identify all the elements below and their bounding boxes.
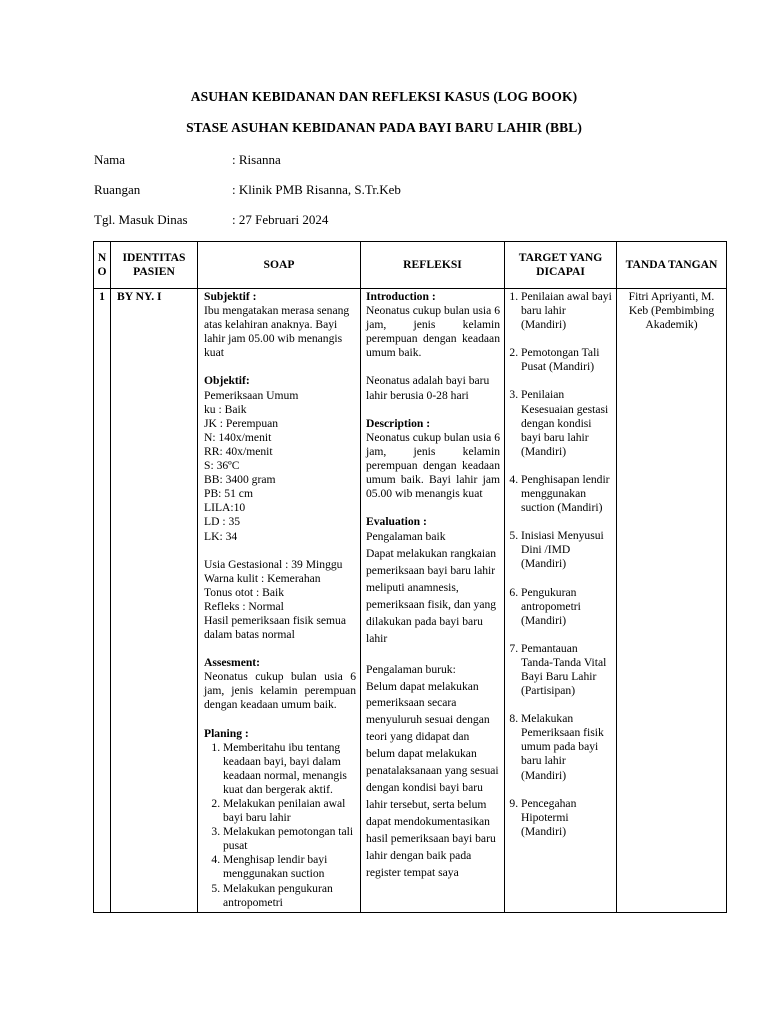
- nama-value: : Risanna: [232, 152, 281, 167]
- objektif-line: BB: 3400 gram: [204, 473, 276, 487]
- info-tgl-masuk: [94, 212, 694, 228]
- target-item: 7. Pemantauan Tanda-Tanda Vital Bayi Baru Lahir (Partisipan): [521, 642, 612, 698]
- objektif-line: LILA:10: [204, 501, 246, 515]
- evaluation-title: Evaluation :: [366, 515, 427, 529]
- table-row: [94, 289, 727, 913]
- planing-title: Planing :: [204, 726, 249, 740]
- info-ruangan: [94, 182, 694, 198]
- pengalaman-buruk-title: Pengalaman buruk:: [366, 662, 456, 676]
- target-item: 2. Pemotongan Tali Pusat (Mandiri): [521, 346, 612, 374]
- subjektif-text: Ibu mengatakan merasa senang atas kelahiran anaknya. Bayi lahir jam 05.00 wib menangis kuat: [204, 304, 350, 360]
- objektif-line: Refleks : Normal: [204, 599, 284, 613]
- table-header-row: [94, 242, 727, 289]
- assesment-title: Assesment:: [204, 656, 261, 670]
- objektif-line: JK : Perempuan: [204, 416, 279, 430]
- target-item: 6. Pengukuran antropometri (Mandiri): [521, 586, 612, 628]
- cell-identitas: BY NY. I: [111, 289, 198, 913]
- pengalaman-baik-text: Dapat melakukan rangkaian pemeriksaan bayi baru lahir meliputi anamnesis, pemeriksaan fisik, dan yang dilakukan pada bayi baru lahir: [366, 547, 497, 645]
- planing-item: 3. Melakukan pemotongan tali pusat: [223, 825, 356, 853]
- tgl-value: : 27 Februari 2024: [232, 212, 329, 227]
- tgl-label: Tgl. Masuk Dinas: [94, 212, 188, 227]
- nama-label: Nama: [94, 152, 126, 167]
- objektif-line: Usia Gestasional : 39 Minggu: [204, 557, 343, 571]
- objektif-title: Objektif:: [204, 374, 250, 388]
- header-soap: SOAP: [198, 242, 361, 289]
- ruangan-label: Ruangan: [94, 182, 141, 197]
- info-nama: [94, 152, 694, 168]
- introduction-text: Neonatus cukup bulan usia 6 jam, jenis kelamin perempuan dengan keadaan umum baik.: [366, 304, 500, 360]
- logbook-table: [93, 241, 727, 913]
- subjektif-title: Subjektif :: [204, 290, 257, 303]
- cell-soap: [198, 289, 361, 913]
- cell-refleksi: [361, 289, 505, 913]
- objektif-line: PB: 51 cm: [204, 487, 253, 501]
- objektif-line: Hasil pemeriksaan fisik semua dalam batas normal: [204, 613, 346, 642]
- objektif-line: Pemeriksaan Umum: [204, 388, 299, 402]
- objektif-line: Warna kulit : Kemerahan: [204, 571, 321, 585]
- header-refleksi: REFLEKSI: [361, 242, 505, 289]
- objektif-line: N: 140x/menit: [204, 430, 272, 444]
- description-title: Description :: [366, 416, 431, 430]
- document-title: ASUHAN KEBIDANAN DAN REFLEKSI KASUS (LOG BOOK): [190, 89, 578, 104]
- ruangan-value: : Klinik PMB Risanna, S.Tr.Keb: [232, 182, 401, 197]
- pengalaman-baik-title: Pengalaman baik: [366, 530, 446, 544]
- planing-list: [204, 741, 356, 910]
- target-item: 4. Penghisapan lendir menggunakan suction (Mandiri): [521, 473, 612, 515]
- cell-target: [505, 289, 617, 913]
- cell-no: 1: [94, 289, 111, 913]
- planing-item: 1. Memberitahu ibu tentang keadaan bayi, bayi dalam keadaan normal, menangis kuat dan bergerak aktif.: [223, 741, 356, 797]
- target-item: 1. Penilaian awal bayi baru lahir (Mandiri): [521, 290, 612, 332]
- description-text: Neonatus cukup bulan usia 6 jam, jenis kelamin perempuan dengan keadaan umum baik. Bayi lahir jam 05.00 wib menangis kuat: [366, 430, 500, 501]
- header-tanda-tangan: TANDA TANGAN: [617, 242, 727, 289]
- header-no: N O: [94, 242, 111, 289]
- introduction-text-2: Neonatus adalah bayi baru lahir berusia 0-28 hari: [366, 374, 490, 402]
- introduction-title: Introduction :: [366, 290, 436, 303]
- planing-item: 2. Melakukan penilaian awal bayi baru lahir: [223, 797, 356, 825]
- header-identitas: IDENTITAS PASIEN: [111, 242, 198, 289]
- document-subtitle: STASE ASUHAN KEBIDANAN PADA BAYI BARU LAHIR (BBL): [186, 120, 582, 135]
- pengalaman-buruk-text: Belum dapat melakukan pemeriksaan secara menyuluruh sesuai dengan teori yang didapat dan belum dapat melakukan penatalaksanaan yang sesuai dengan kondisi bayi baru lahir tersebut, serta belum dapat mendokumentasikan hasil pemeriksaan bayi baru lahir dengan baik pada register tempat saya: [366, 679, 499, 879]
- target-list: [507, 290, 612, 839]
- objektif-line: RR: 40x/menit: [204, 444, 273, 458]
- cell-tanda-tangan: Fitri Apriyanti, M. Keb (Pembimbing Akademik): [617, 289, 727, 913]
- objektif-line: LD : 35: [204, 515, 241, 529]
- planing-item: 4. Menghisap lendir bayi menggunakan suction: [223, 853, 356, 881]
- planing-item: 5. Melakukan pengukuran antropometri: [223, 882, 356, 910]
- assesment-text: Neonatus cukup bulan usia 6 jam, jenis kelamin perempuan dengan keadaan umum baik.: [204, 670, 356, 712]
- target-item: 3. Penilaian Kesesuaian gestasi dengan kondisi bayi baru lahir (Mandiri): [521, 388, 612, 458]
- objektif-line: ku : Baik: [204, 402, 247, 416]
- objektif-line: Tonus otot : Baik: [204, 585, 285, 599]
- objektif-line: S: 36ºC: [204, 459, 240, 473]
- objektif-line: LK: 34: [204, 529, 238, 543]
- header-target: TARGET YANG DICAPAI: [505, 242, 617, 289]
- target-item: 5. Inisiasi Menyusui Dini /IMD (Mandiri): [521, 529, 612, 571]
- target-item: 9. Pencegahan Hipotermi (Mandiri): [521, 797, 612, 839]
- target-item: 8. Melakukan Pemeriksaan fisik umum pada bayi baru lahir (Mandiri): [521, 712, 612, 782]
